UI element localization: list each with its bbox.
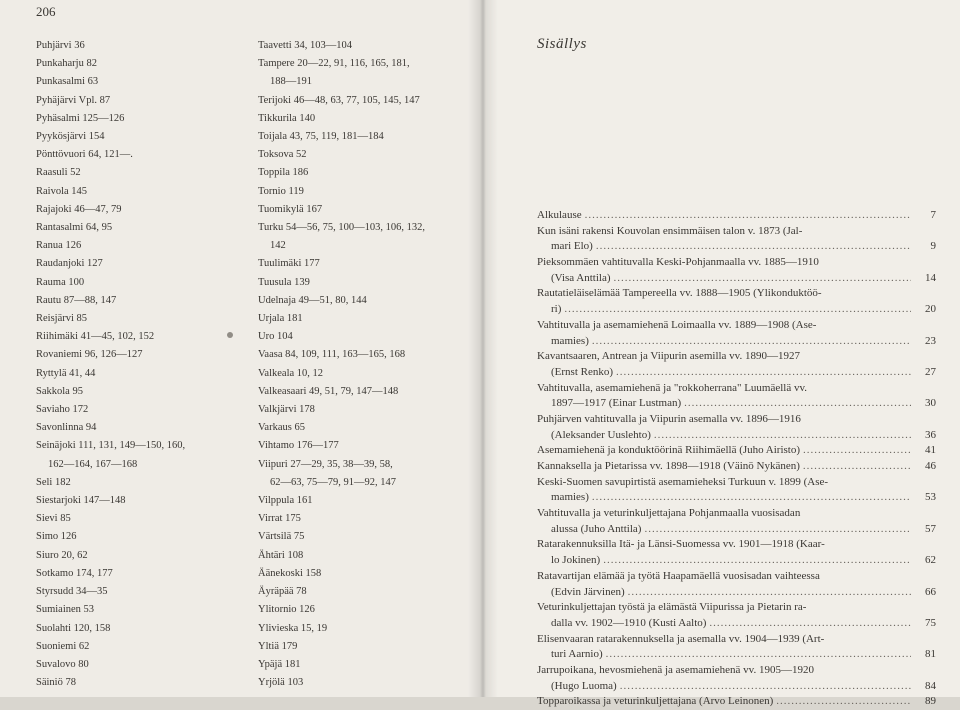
toc-line: Vahtituvalla ja veturinkuljettajana Pohjanmaalla vuosisadan — [537, 507, 801, 520]
toc-page-number: 9 — [930, 240, 936, 253]
index-entry: Pönttövuori 64, 121—. — [36, 149, 133, 161]
index-entry: Vihtamo 176—177 — [258, 440, 339, 452]
index-entry: Värtsilä 75 — [258, 531, 305, 543]
toc-item — [537, 318, 936, 349]
dot-leader — [606, 647, 911, 663]
toc-line — [537, 396, 936, 412]
index-entry: Raasuli 52 — [36, 167, 81, 179]
index-entry: Rajajoki 46—47, 79 — [36, 203, 122, 215]
left-page — [0, 0, 482, 697]
index-entry: Tuulimäki 177 — [258, 258, 320, 270]
paper-spot — [227, 332, 233, 338]
index-entry: Taavetti 34, 103—104 — [258, 40, 353, 51]
dot-leader — [620, 679, 911, 695]
toc-page-number: 27 — [925, 365, 936, 378]
index-entry: Yrjölä 103 — [258, 677, 304, 689]
index-entry: Rovaniemi 96, 126—127 — [36, 349, 143, 361]
index-entry: Tampere 20—22, 91, 116, 165, 181, — [258, 58, 410, 70]
dot-leader — [592, 334, 911, 350]
index-entry: Sumiainen 53 — [36, 604, 95, 616]
index-entry: Virrat 175 — [258, 513, 301, 525]
toc-line — [537, 428, 936, 444]
toc-line: Puhjärven vahtituvalla ja Viipurin asemalla vv. 1896—1916 — [537, 412, 801, 425]
index-entry: Toijala 43, 75, 119, 181—184 — [258, 131, 384, 143]
toc-line: Vahtituvalla ja asemamiehenä Loimaalla vv. 1889—1908 (Ase- — [537, 318, 817, 331]
toc-page-number: 53 — [925, 491, 936, 504]
index-entry: Reisjärvi 85 — [36, 313, 88, 325]
index-entry: Sakkola 95 — [36, 385, 83, 397]
index-entry: Ylivieska 15, 19 — [258, 622, 328, 634]
index-entry: Tuomikylä 167 — [258, 203, 323, 215]
toc-page-number: 46 — [925, 460, 936, 472]
dot-leader — [628, 585, 911, 601]
toc-text: (Edvin Järvinen) — [551, 585, 625, 598]
dot-leader — [803, 443, 911, 459]
toc-text: lo Jokinen) — [551, 554, 601, 567]
toc-item — [537, 208, 936, 224]
toc-line — [537, 365, 936, 381]
toc-item — [537, 663, 936, 694]
index-entry: Punkaharju 82 — [36, 58, 97, 70]
dot-leader — [684, 396, 911, 412]
index-entry: Rantasalmi 64, 95 — [36, 222, 113, 234]
toc-text: (Aleksander Uuslehto) — [551, 428, 651, 441]
index-entry: Tornio 119 — [258, 185, 304, 197]
dot-leader — [614, 271, 911, 287]
index-entry: Tuusula 139 — [258, 276, 310, 288]
toc-text: (Hugo Luoma) — [551, 679, 617, 692]
index-entry: Terijoki 46—48, 63, 77, 105, 145, 147 — [258, 94, 420, 106]
index-entry: Ähtäri 108 — [258, 549, 304, 561]
index-entry-continuation: 142 — [270, 240, 286, 252]
index-entry: Varkaus 65 — [258, 422, 305, 434]
index-entry: Yltiä 179 — [258, 640, 298, 652]
index-entry: Siestarjoki 147—148 — [36, 495, 126, 507]
toc-line — [537, 679, 936, 695]
toc-item — [537, 459, 936, 475]
toc-line — [537, 302, 936, 318]
toc-item — [537, 632, 936, 663]
index-entry: Udelnaja 49—51, 80, 144 — [258, 294, 367, 306]
toc-line — [537, 616, 936, 632]
toc-text: Asemamiehenä ja konduktöörinä Riihimäellä (Juho Airisto) — [537, 444, 801, 457]
toc-page-number: 81 — [925, 648, 936, 661]
toc-line — [537, 239, 936, 255]
toc-line — [537, 522, 936, 538]
toc-line: Kun isäni rakensi Kouvolan ensimmäisen talon v. 1873 (Jal- — [537, 224, 803, 237]
toc-page-number: 57 — [925, 522, 936, 535]
toc-item — [537, 475, 936, 506]
toc-page-number: 7 — [930, 209, 936, 221]
index-entry: Vilppula 161 — [258, 495, 313, 507]
index-entry: Saviaho 172 — [36, 404, 89, 416]
toc-item — [537, 224, 936, 255]
toc-item — [537, 537, 936, 568]
index-entry: Ylitornio 126 — [258, 604, 315, 616]
dot-leader — [803, 459, 911, 475]
index-entry: Uro 104 — [258, 331, 293, 343]
dot-leader — [585, 208, 911, 224]
toc-text: ri) — [551, 303, 562, 316]
toc-line — [537, 585, 936, 601]
index-entry: Suvalovo 80 — [36, 658, 89, 670]
toc-item — [537, 569, 936, 600]
toc-page-number: 66 — [925, 585, 936, 598]
toc-item — [537, 349, 936, 380]
toc-item — [537, 255, 936, 286]
dot-leader — [644, 522, 911, 538]
toc-line: Kavantsaaren, Antrean ja Viipurin asemilla vv. 1890—1927 — [537, 350, 800, 363]
toc-page-number: 89 — [925, 695, 936, 708]
index-entry: Valkeasaari 49, 51, 79, 147—148 — [258, 385, 399, 397]
toc-page-number: 14 — [925, 271, 936, 284]
index-entry-continuation: 162—164, 167—168 — [48, 458, 138, 470]
toc-page-number: 30 — [925, 397, 936, 410]
index-entry: Punkasalmi 63 — [36, 76, 99, 88]
index-entry: Toksova 52 — [258, 149, 307, 161]
dot-leader — [596, 239, 911, 255]
index-entry: Äänekoski 158 — [258, 567, 322, 579]
toc-item — [537, 412, 936, 443]
toc-page-number: 62 — [925, 554, 936, 567]
toc-line — [537, 459, 936, 475]
index-entry: Raivola 145 — [36, 185, 88, 197]
index-entry: Ryttylä 41, 44 — [36, 367, 96, 379]
index-entry: Toppila 186 — [258, 167, 309, 179]
table-of-contents — [537, 208, 936, 710]
toc-text: (Visa Anttila) — [551, 271, 611, 284]
toc-text: (Ernst Renko) — [551, 365, 614, 378]
dot-leader — [654, 428, 911, 444]
index-entry: Säiniö 78 — [36, 677, 76, 689]
index-entry: Savonlinna 94 — [36, 422, 97, 434]
index-entry: Rautu 87—88, 147 — [36, 294, 117, 306]
toc-line — [537, 334, 936, 350]
toc-line: Rautatieläiselämää Tampereella vv. 1888—1905 (Ylikonduktöö- — [537, 287, 822, 300]
index-entry: Suoniemi 62 — [36, 640, 90, 652]
toc-page-number: 41 — [925, 444, 936, 457]
toc-line: Veturinkuljettajan työstä ja elämästä Viipurissa ja Pietarin ra- — [537, 601, 807, 614]
toc-text: mamies) — [551, 334, 589, 347]
index-entry: Rauma 100 — [36, 276, 85, 288]
index-entry: Raudanjoki 127 — [36, 258, 103, 270]
index-entry: Valkjärvi 178 — [258, 404, 315, 416]
toc-line: Ratarakennuksilla Itä- ja Länsi-Suomessa vv. 1901—1918 (Kaar- — [537, 538, 825, 551]
index-entry: Viipuri 27—29, 35, 38—39, 58, — [258, 458, 393, 470]
toc-page-number: 84 — [925, 679, 936, 692]
toc-title: Sisällys — [537, 36, 587, 52]
index-entry: Siuro 20, 62 — [36, 549, 88, 561]
dot-leader — [616, 365, 911, 381]
toc-line — [537, 443, 936, 459]
index-entry: Pyykösjärvi 154 — [36, 131, 105, 143]
index-entry: Tikkurila 140 — [258, 112, 316, 124]
index-column-1 — [36, 37, 236, 692]
index-entry: Simo 126 — [36, 531, 77, 543]
dot-leader — [603, 553, 911, 569]
dot-leader — [709, 616, 911, 632]
dot-leader — [564, 302, 911, 318]
toc-text: turi Aarnio) — [551, 648, 603, 661]
toc-line: Jarrupoikana, hevosmiehenä ja asemamiehenä vv. 1905—1920 — [537, 663, 814, 676]
index-column-2 — [258, 37, 453, 692]
toc-line — [537, 490, 936, 506]
index-entry: Urjala 181 — [258, 313, 303, 325]
toc-line: Elisenvaaran ratarakennuksella ja asemalla vv. 1904—1939 (Art- — [537, 632, 825, 645]
toc-line — [537, 208, 936, 224]
toc-text: Kannaksella ja Pietarissa vv. 1898—1918 (Väinö Nykänen) — [537, 460, 800, 472]
toc-page-number: 23 — [925, 334, 936, 347]
index-entry: Seinäjoki 111, 131, 149—150, 160, — [36, 440, 186, 452]
toc-text: Topparoikassa ja veturinkuljettajana (Arvo Leinonen) — [537, 695, 774, 708]
index-entry-continuation: 188—191 — [270, 76, 312, 88]
dot-leader — [592, 490, 911, 506]
index-entry: Vaasa 84, 109, 111, 163—165, 168 — [258, 349, 406, 361]
toc-text: mari Elo) — [551, 240, 593, 253]
toc-text: dalla vv. 1902—1910 (Kusti Aalto) — [551, 616, 707, 629]
toc-line: Keski-Suomen savupirtistä asemamieheksi Turkuun v. 1899 (Ase- — [537, 475, 829, 488]
index-entry: Pyhäjärvi Vpl. 87 — [36, 94, 111, 106]
toc-line: Pieksommäen vahtituvalla Keski-Pohjanmaalla vv. 1885—1910 — [537, 256, 819, 269]
toc-text: Alkulause — [537, 209, 582, 221]
index-entry: Puhjärvi 36 — [36, 40, 85, 51]
index-entry: Pyhäsalmi 125—126 — [36, 112, 125, 124]
toc-item — [537, 381, 936, 412]
index-entry: Ranua 126 — [36, 240, 82, 252]
index-entry: Sievi 85 — [36, 513, 71, 525]
toc-item — [537, 286, 936, 317]
index-entry: Äyräpää 78 — [258, 586, 307, 598]
toc-text: mamies) — [551, 491, 589, 504]
index-entry: Riihimäki 41—45, 102, 152 — [36, 331, 155, 343]
toc-text: 1897—1917 (Einar Lustman) — [551, 397, 682, 410]
toc-text: alussa (Juho Anttila) — [551, 522, 642, 535]
index-entry: Seli 182 — [36, 476, 71, 488]
toc-page-number: 36 — [925, 428, 936, 441]
index-entry: Ypäjä 181 — [258, 658, 301, 670]
toc-line: Vahtituvalla, asemamiehenä ja "rokkoherrana" Luumäellä vv. — [537, 381, 808, 394]
index-entry: Sotkamo 174, 177 — [36, 567, 113, 579]
toc-line — [537, 647, 936, 663]
toc-item — [537, 443, 936, 459]
toc-line — [537, 271, 936, 287]
page-number: 206 — [36, 4, 56, 19]
index-entry: Valkeala 10, 12 — [258, 367, 324, 379]
index-entry: Turku 54—56, 75, 100—103, 106, 132, — [258, 222, 426, 234]
toc-line — [537, 553, 936, 569]
toc-page-number: 20 — [925, 303, 936, 316]
toc-item — [537, 506, 936, 537]
index-entry: Styrsudd 34—35 — [36, 586, 108, 598]
index-entry-continuation: 62—63, 75—79, 91—92, 147 — [270, 476, 396, 488]
toc-page-number: 75 — [925, 616, 936, 629]
toc-item — [537, 600, 936, 631]
index-entry: Suolahti 120, 158 — [36, 622, 111, 634]
toc-line: Ratavartijan elämää ja työtä Haapamäellä vuosisadan vaihteessa — [537, 569, 820, 582]
